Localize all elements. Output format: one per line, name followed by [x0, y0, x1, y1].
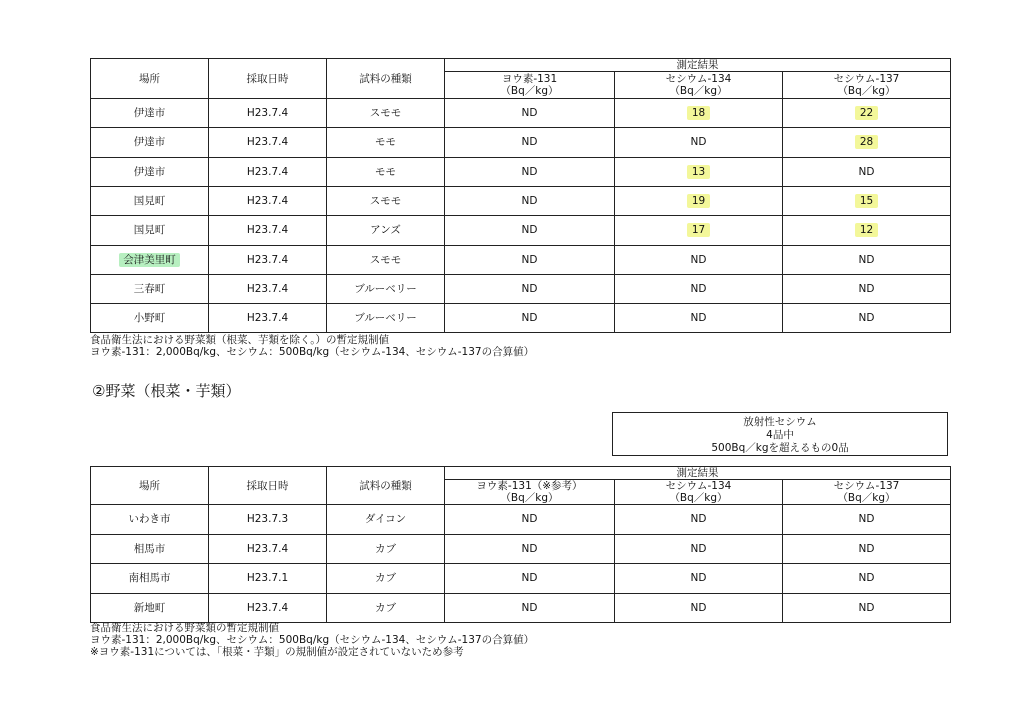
header-iodine-unit: （Bq／kg）: [500, 492, 559, 505]
cell-value: ダイコン: [364, 513, 407, 526]
root-vegetable-results-table: [90, 466, 951, 623]
cell-cs137: [783, 274, 951, 303]
cell-place: [91, 304, 209, 333]
cell-value: 伊達市: [133, 165, 166, 178]
cell-value: モモ: [375, 136, 396, 149]
cell-cs137: [783, 128, 951, 157]
cell-cs134: [615, 274, 783, 303]
cell-value: 国見町: [133, 195, 166, 208]
cell-value: ND: [690, 253, 707, 266]
header-cs137-label: セシウム-137: [833, 73, 900, 85]
cell-i131: [445, 245, 615, 274]
cell-cs134: [615, 216, 783, 245]
header-sample: 試料の種類: [327, 467, 445, 505]
cell-value: ND: [521, 195, 538, 208]
cell-value: 国見町: [133, 224, 166, 237]
cell-i131: [445, 304, 615, 333]
cell-value: ブルーベリー: [354, 312, 417, 325]
header-iodine-unit: （Bq／kg）: [500, 85, 559, 98]
header-cs134: [615, 72, 783, 99]
cell-cs134: [615, 245, 783, 274]
cell-value: ND: [690, 282, 707, 295]
cell-place: [91, 245, 209, 274]
cell-date: [209, 128, 327, 157]
cell-date: [209, 534, 327, 564]
cell-value: 新地町: [133, 601, 166, 614]
cell-value: 13: [687, 165, 710, 179]
cell-i131: [445, 99, 615, 128]
cell-value: カブ: [375, 542, 396, 555]
header-cs137-unit: （Bq／kg）: [837, 85, 896, 98]
cell-value: カブ: [375, 572, 396, 585]
cell-value: 15: [855, 194, 878, 208]
cell-value: ND: [521, 572, 538, 585]
cell-place: [91, 274, 209, 303]
cell-value: 相馬市: [133, 542, 166, 555]
cell-sample: [327, 534, 445, 564]
cell-value: ND: [521, 136, 538, 149]
note-line: ヨウ素-131：2,000Bq/kg、セシウム：500Bq/kg（セシウム-134、セシウム-137の合算値）: [90, 346, 535, 358]
cell-value: ND: [521, 107, 538, 120]
table-row: [91, 593, 951, 623]
cell-value: ND: [521, 513, 538, 526]
table-row: [91, 128, 951, 157]
cell-value: 28: [855, 135, 878, 149]
cell-sample: [327, 128, 445, 157]
header-cs134-label: セシウム-134: [665, 480, 732, 493]
cell-value: ND: [521, 312, 538, 325]
table-row: [91, 245, 951, 274]
cell-cs134: [615, 157, 783, 186]
cell-sample: [327, 157, 445, 186]
cell-cs137: [783, 534, 951, 564]
cell-value: ND: [521, 165, 538, 178]
cell-value: H23.7.4: [246, 195, 289, 208]
header-iodine-label: ヨウ素-131（※参考）: [476, 480, 583, 493]
cell-place: [91, 186, 209, 215]
cell-date: [209, 274, 327, 303]
table-row: [91, 274, 951, 303]
header-cs137-label: セシウム-137: [833, 480, 900, 493]
cell-value: スモモ: [369, 195, 402, 208]
cell-date: [209, 593, 327, 623]
table-row: [91, 534, 951, 564]
cell-value: H23.7.3: [246, 513, 289, 526]
cell-i131: [445, 216, 615, 245]
cell-sample: [327, 99, 445, 128]
cell-cs134: [615, 128, 783, 157]
cell-i131: [445, 157, 615, 186]
cell-value: H23.7.4: [246, 542, 289, 555]
cell-value: ND: [858, 601, 875, 614]
cell-place: [91, 505, 209, 535]
header-cs137-unit: （Bq／kg）: [837, 492, 896, 505]
cell-value: ND: [858, 542, 875, 555]
cell-i131: [445, 505, 615, 535]
cell-sample: [327, 216, 445, 245]
note-line: ※ヨウ素-131については、「根菜・芋類」の規制値が設定されていないため参考: [90, 646, 464, 658]
cell-i131: [445, 274, 615, 303]
cell-date: [209, 99, 327, 128]
summary-line: 500Bq／kgを超えるもの0品: [711, 442, 849, 454]
header-results: 測定結果: [445, 59, 951, 72]
header-date: 採取日時: [209, 59, 327, 99]
cell-value: H23.7.4: [246, 282, 289, 295]
header-cs134-unit: （Bq／kg）: [669, 492, 728, 505]
cell-cs137: [783, 304, 951, 333]
cell-sample: [327, 186, 445, 215]
cell-cs137: [783, 593, 951, 623]
summary-line: 放射性セシウム: [743, 416, 817, 428]
cell-sample: [327, 245, 445, 274]
cell-value: ND: [858, 312, 875, 325]
cell-value: ND: [858, 165, 875, 178]
cell-value: カブ: [375, 601, 396, 614]
cell-value: 12: [855, 223, 878, 237]
cell-cs134: [615, 304, 783, 333]
cell-value: 会津美里町: [119, 253, 180, 267]
cell-value: ND: [690, 542, 707, 555]
cell-value: H23.7.4: [246, 165, 289, 178]
cell-value: 小野町: [133, 312, 166, 325]
cell-cs134: [615, 186, 783, 215]
cell-cs137: [783, 216, 951, 245]
cell-value: H23.7.1: [246, 572, 289, 585]
cell-value: H23.7.4: [246, 136, 289, 149]
cell-place: [91, 534, 209, 564]
header-cs134-label: セシウム-134: [665, 73, 732, 85]
fruit-regulation-notes: [90, 334, 534, 358]
root-vegetable-results-body: [91, 505, 951, 623]
cell-value: ND: [521, 282, 538, 295]
cell-i131: [445, 534, 615, 564]
cell-place: [91, 99, 209, 128]
cell-value: ND: [521, 601, 538, 614]
cell-value: 22: [855, 106, 878, 120]
fruit-results-body: [91, 99, 951, 333]
cell-value: 伊達市: [133, 107, 166, 120]
cell-cs137: [783, 99, 951, 128]
cell-value: ND: [521, 542, 538, 555]
cell-value: ND: [858, 282, 875, 295]
cell-sample: [327, 505, 445, 535]
cell-sample: [327, 274, 445, 303]
root-vegetable-regulation-notes: [90, 622, 534, 658]
cell-date: [209, 245, 327, 274]
cell-place: [91, 593, 209, 623]
cell-value: ブルーベリー: [354, 282, 417, 295]
table-row: [91, 99, 951, 128]
cell-value: H23.7.4: [246, 253, 289, 266]
summary-line: 4品中: [766, 429, 794, 441]
cell-cs137: [783, 564, 951, 594]
cell-value: アンズ: [370, 224, 401, 237]
header-cs137: [783, 480, 951, 505]
cell-sample: [327, 564, 445, 594]
header-cs134: [615, 480, 783, 505]
cell-i131: [445, 564, 615, 594]
cell-date: [209, 505, 327, 535]
cell-cs137: [783, 186, 951, 215]
cell-place: [91, 128, 209, 157]
cell-date: [209, 186, 327, 215]
fruit-results-table: [90, 58, 951, 333]
cell-i131: [445, 186, 615, 215]
cell-i131: [445, 593, 615, 623]
cell-place: [91, 216, 209, 245]
cell-cs134: [615, 564, 783, 594]
cell-value: いわき市: [128, 513, 171, 526]
table-row: [91, 157, 951, 186]
cell-value: ND: [521, 224, 538, 237]
note-line: 食品衛生法における野菜類の暫定規制値: [90, 622, 279, 634]
cell-value: モモ: [375, 165, 396, 178]
table-row: [91, 304, 951, 333]
cell-cs137: [783, 245, 951, 274]
cell-value: 18: [687, 106, 710, 120]
cell-sample: [327, 304, 445, 333]
header-sample: 試料の種類: [327, 59, 445, 99]
cell-value: ND: [690, 136, 707, 149]
cell-value: ND: [690, 312, 707, 325]
header-iodine: [445, 480, 615, 505]
cell-cs134: [615, 99, 783, 128]
header-place: 場所: [91, 467, 209, 505]
cell-i131: [445, 128, 615, 157]
cell-cs134: [615, 505, 783, 535]
cell-value: 南相馬市: [128, 572, 171, 585]
cell-value: ND: [858, 572, 875, 585]
cell-value: ND: [690, 513, 707, 526]
cell-value: スモモ: [369, 107, 402, 120]
section-heading: ②野菜（根菜・芋類）: [92, 382, 241, 400]
cell-date: [209, 564, 327, 594]
cell-value: ND: [521, 253, 538, 266]
note-line: 食品衛生法における野菜類（根菜、芋類を除く。）の暫定規制値: [90, 334, 390, 346]
table-row: [91, 186, 951, 215]
cell-cs137: [783, 157, 951, 186]
header-iodine-label: ヨウ素-131: [501, 73, 558, 85]
header-place: 場所: [91, 59, 209, 99]
cell-cs134: [615, 534, 783, 564]
cell-value: 伊達市: [133, 136, 166, 149]
cell-value: 17: [687, 223, 710, 237]
cell-value: ND: [690, 601, 707, 614]
cell-value: ND: [858, 253, 875, 266]
cell-place: [91, 157, 209, 186]
cell-value: ND: [858, 513, 875, 526]
note-line: ヨウ素-131：2,000Bq/kg、セシウム：500Bq/kg（セシウム-134、セシウム-137の合算値）: [90, 634, 535, 646]
cell-value: H23.7.4: [246, 601, 289, 614]
cell-date: [209, 216, 327, 245]
cell-sample: [327, 593, 445, 623]
cell-date: [209, 304, 327, 333]
table-row: [91, 505, 951, 535]
cell-place: [91, 564, 209, 594]
cell-value: スモモ: [369, 253, 402, 266]
table-row: [91, 564, 951, 594]
header-date: 採取日時: [209, 467, 327, 505]
summary-box: [612, 412, 948, 456]
cell-cs137: [783, 505, 951, 535]
cell-value: H23.7.4: [246, 312, 289, 325]
cell-value: H23.7.4: [246, 107, 289, 120]
header-iodine: [445, 72, 615, 99]
table-row: [91, 216, 951, 245]
cell-cs134: [615, 593, 783, 623]
header-cs134-unit: （Bq／kg）: [669, 85, 728, 98]
header-results: 測定結果: [445, 467, 951, 480]
header-cs137: [783, 72, 951, 99]
cell-value: H23.7.4: [246, 224, 289, 237]
cell-value: 三春町: [133, 282, 166, 295]
cell-value: ND: [690, 572, 707, 585]
cell-date: [209, 157, 327, 186]
cell-value: 19: [687, 194, 710, 208]
